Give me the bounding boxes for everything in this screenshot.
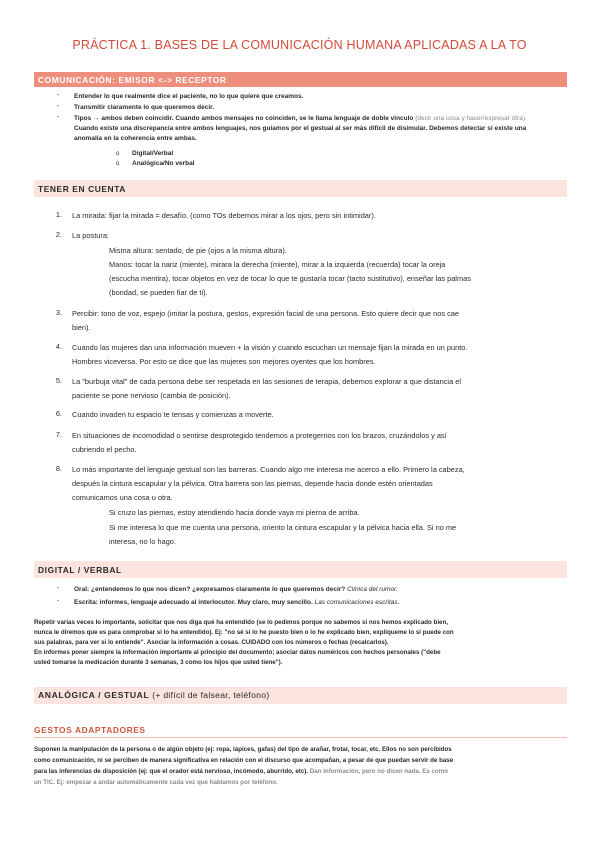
analogica-extra: (+ difícil de falsear, teléfono) — [152, 690, 270, 700]
oral-text: Oral: ¿entendemos lo que nos dicen? ¿expresamos claramente lo que queremos decir? — [74, 586, 346, 593]
tipos-text-a: Tipos → ambos deben coincidir. Cuando ambos mensajes no coinciden, se le llama lenguaje de doble vínculo — [74, 115, 414, 122]
digital-paragraph-line: En informes poner siempre la información importante al principio del documento; asociar datos numéricos con hechos personales ("debe — [34, 649, 441, 656]
item-number: 1. — [55, 210, 62, 219]
section-heading-analogica — [34, 687, 567, 704]
list-dash: - — [57, 585, 60, 592]
list-dash: - — [57, 103, 60, 110]
item-number: 6. — [55, 409, 62, 418]
section-heading-comunicacion: COMUNICACIÓN: EMISOR <-> RECEPTOR — [34, 72, 567, 87]
postura-line: (escucha mentira), tocar objetos en vez de tocar lo que te gustaría tocar (tacto sustitutivo), enseñar las palmas — [109, 274, 471, 283]
section-heading-tener: TENER EN CUENTA — [34, 180, 567, 197]
tipos-text-b: Cuando existe una discrepancia entre ambos lenguajes, nos guiamos por el gestual al ser más difícil de disimular. Debemos detectar si existe una anomalía en la coherencia entre ambas. — [74, 125, 527, 142]
item-number: 3. — [55, 308, 62, 317]
digital-paragraph-line: nunca le diremos que es para comprobar si lo ha entendido). Ej: "no sé si lo he puesto bien o lo he explicado bien, explíqueme lo si puede con — [34, 629, 454, 636]
gestos-gray-line: un TIC. Ej: empezar a andar automáticamente cada vez que hablamos por teléfono. — [34, 779, 278, 786]
item-number: 2. — [55, 230, 62, 239]
subitem: Analógica/No verbal — [132, 160, 195, 167]
numbered-item-line: cubriendo el pecho. — [72, 445, 137, 454]
subitem: Digital/Verbal — [132, 150, 174, 157]
tipos-text-gray: (decir una cosa y hacer/expresar otra). — [415, 115, 527, 122]
bullet-circle: o — [116, 161, 120, 167]
barreras-line: Si me interesa lo que me cuenta una persona, oriento la cintura escapular y la pélvica hacia ella. Si no me — [109, 523, 457, 532]
numbered-item-line: paciente se pone nervioso (cambia de posición). — [72, 391, 231, 400]
numbered-item-line: Hombres viceversa. Por esto se dice que las mujeres son mejores oyentes que los hombres. — [72, 357, 376, 366]
digital-paragraph-line: sus palabras, para ver si lo entiende". Asociar la información a cosas. CUIDADO con los números o fechas (recalcarlos). — [34, 639, 389, 646]
list-dash: - — [57, 92, 60, 99]
postura-line: Manos: tocar la nariz (miente), mirara la derecha (miente), mirar a la izquierda (recuerda) tocar la oreja — [109, 260, 446, 269]
item-number: 7. — [55, 430, 62, 439]
numbered-item: La postura: — [72, 231, 109, 240]
numbered-item-line: La "burbuja vital" de cada persona debe ser respetada en las sesiones de terapia, debemos explorar a que distancia el — [72, 377, 461, 386]
section-heading-gestos: GESTOS ADAPTADORES — [34, 722, 567, 738]
barreras-line: interesa, no lo hago. — [109, 537, 176, 546]
numbered-item-line: Cuando las mujeres dan una información mueven + la visión y cuando escuchan un mensaje fijan la mirada en un punto. — [72, 343, 468, 352]
tipos-paragraph — [74, 114, 552, 144]
numbered-item-line: En situaciones de incomodidad o sentirse desprotegido tendemos a protegernos con los brazos, cruzándolos y así — [72, 431, 447, 440]
gestos-line: como comunicación, ni se perciben de manera significativa en relación con el discurso que acompañan, a pesar de que puedan servir de base — [34, 757, 454, 764]
gestos-line — [34, 766, 569, 778]
numbered-item-line: Lo más importante del lenguaje gestual son las barreras. Cuando algo me interesa me acerco a ello. Primero la cabeza, — [72, 465, 465, 474]
escrita-italic: Las comunicaciones escritas. — [314, 599, 400, 606]
page-title: PRÁCTICA 1. BASES DE LA COMUNICACIÓN HUMANA APLICADAS A LA TO — [72, 38, 527, 52]
escrita-text: Escrita: informes, lenguaje adecuado al interlocutor. Muy claro, muy sencillo. — [74, 599, 313, 606]
oral-italic: Clínica del rumor. — [347, 586, 398, 593]
numbered-item-line: Cuando invaden tu espacio te tensas y comienzas a moverte. — [72, 410, 274, 419]
item-number: 4. — [55, 342, 62, 351]
section-heading-digital: DIGITAL / VERBAL — [34, 561, 567, 578]
numbered-item-line: bien). — [72, 323, 91, 332]
digital-paragraph-line: usted tomarse la medicación durante 3 semanas, 3 como los hijos que usted tiene"). — [34, 659, 283, 666]
digital-paragraph-line: Repetir varias veces lo importante, solicitar que nos diga qué ha entendido (se lo pedimos porque no sabemos si nos hemos explicado bien, — [34, 619, 448, 626]
oral-item — [74, 585, 564, 595]
gestos-text: para las inferencias de disposición (ej: que el orador está nervioso, incómodo, aburrido, etc). — [34, 768, 309, 775]
item-number: 8. — [55, 464, 62, 473]
gestos-gray-text: Dan información, pero no dicen nada. Es como — [309, 768, 448, 775]
list-dash: - — [57, 598, 60, 605]
list-dash: - — [57, 114, 60, 121]
numbered-item-line: después la cintura escapular y la pélvica. Otra barrera son las piernas, depende hacia donde estén orientadas — [72, 479, 433, 488]
postura-line: Misma altura: sentado, de pie (ojos a la misma altura). — [109, 246, 287, 255]
escrita-item — [74, 598, 564, 608]
list-item: Entender lo que realmente dice el paciente, no lo que quiere que creamos. — [74, 93, 304, 100]
item-number: 5. — [55, 376, 62, 385]
postura-line: (bondad, se pueden fiar de ti). — [109, 288, 208, 297]
numbered-item: La mirada: fijar la mirada = desafío. (como TOs debemos mirar a los ojos, pero sin intimidar). — [72, 211, 376, 220]
analogica-title: ANALÓGICA / GESTUAL — [38, 690, 150, 700]
numbered-item-line: comunicamos una cosa u otra. — [72, 493, 173, 502]
gestos-line: Suponen la manipulación de la persona o de algún objeto (ej: ropa, lápices, gafas) del tipo de arañar, frotar, tocar, etc. Ellos no son percibidos — [34, 746, 452, 753]
numbered-item-line: Percibir: tono de voz, espejo (imitar la postura, gestos, expresión facial de una persona. Esto quiere decir que nos cae — [72, 309, 459, 318]
list-item: Transmitir claramente lo que queremos decir. — [74, 104, 215, 111]
bullet-circle: o — [116, 151, 120, 157]
barreras-line: Si cruzo las piernas, estoy atendiendo hacia donde vaya mi pierna de arriba. — [109, 508, 360, 517]
